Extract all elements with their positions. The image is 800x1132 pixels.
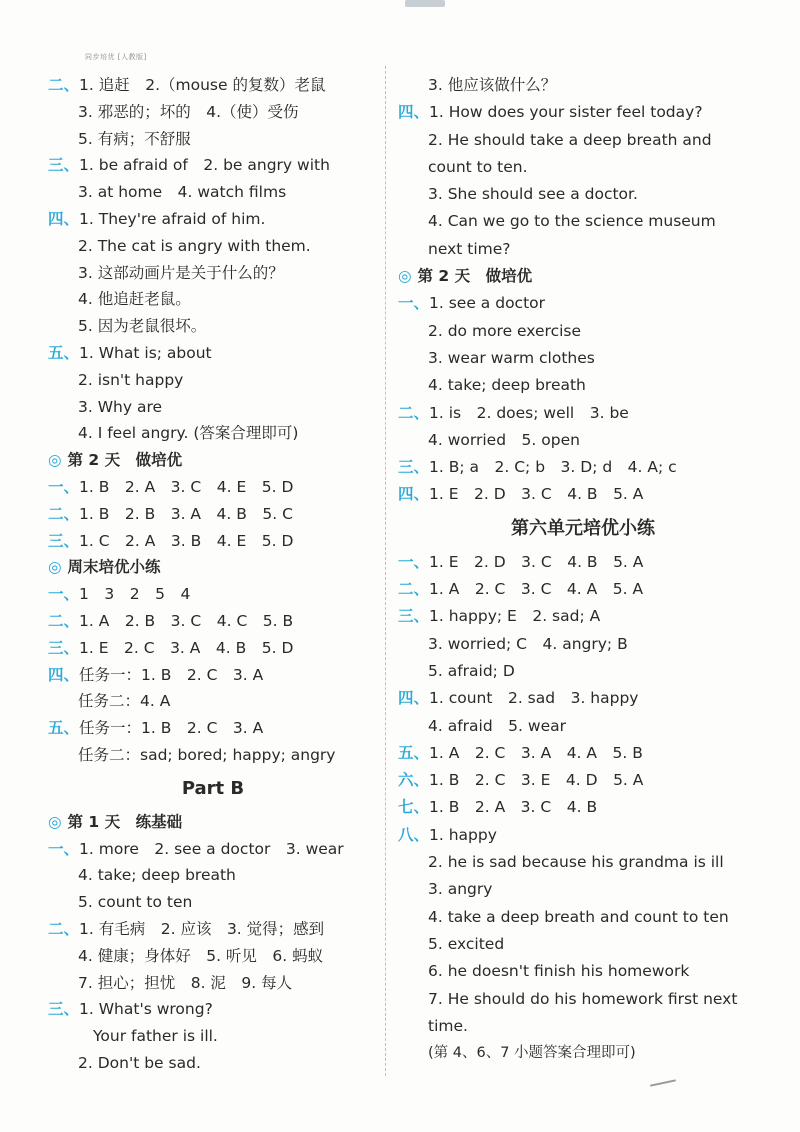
answer-line	[48, 233, 378, 260]
section-title: Part B	[181, 777, 245, 799]
left-column	[48, 72, 378, 1077]
answer-text: 4. 他追赶老鼠。	[78, 290, 191, 309]
answer-line	[48, 742, 378, 769]
top-mark	[405, 0, 445, 7]
answer-line	[48, 715, 378, 742]
answer-line	[398, 318, 768, 345]
answer-text: 5. afraid; D	[428, 661, 515, 680]
answer-line	[398, 631, 768, 658]
answer-line	[398, 740, 768, 767]
answer-text: 1. A 2. C 3. C 4. A 5. A	[429, 580, 644, 599]
answer-line	[398, 154, 768, 181]
answer-text: 7. 担心；担忧 8. 泥 9. 每人	[78, 973, 293, 992]
answer-line	[398, 931, 768, 958]
answer-line	[398, 904, 768, 931]
question-number: 二、	[398, 403, 430, 422]
answer-line	[398, 767, 768, 794]
answer-text: 1. What's wrong?	[79, 1000, 213, 1019]
answer-line	[48, 286, 378, 313]
answer-line	[398, 549, 768, 576]
page-header	[85, 44, 300, 61]
answer-text: 2. he is sad because his grandma is ill	[428, 853, 724, 872]
answer-text: 6. he doesn't finish his homework	[428, 962, 690, 981]
answer-text: 2. isn't happy	[78, 370, 184, 389]
question-number: 四、	[398, 485, 430, 504]
answer-line	[48, 581, 378, 608]
answer-text: 3. wear warm clothes	[428, 348, 595, 367]
answer-line	[48, 1023, 378, 1050]
answer-line	[48, 394, 378, 421]
answer-text: 任务一：1. B 2. C 3. A	[79, 719, 264, 738]
answer-line	[398, 603, 768, 630]
answer-text: next time?	[428, 239, 511, 258]
answer-text: 1. more 2. see a doctor 3. wear	[79, 839, 344, 858]
answer-line	[398, 427, 768, 454]
answer-text: 2. Don't be sad.	[78, 1053, 201, 1072]
question-number: 一、	[48, 477, 80, 496]
question-number: 二、	[48, 919, 80, 938]
answer-line	[48, 916, 378, 943]
question-number: 四、	[48, 209, 80, 228]
answer-line	[48, 501, 378, 528]
answer-text: 1. B 2. C 3. E 4. D 5. A	[429, 771, 644, 790]
answer-line	[48, 126, 378, 153]
question-number: 三、	[398, 458, 430, 477]
answer-text: 1. 有毛病 2. 应该 3. 觉得；感到	[79, 919, 325, 938]
subsection-heading	[48, 447, 378, 474]
answer-text: 1. What is; about	[79, 343, 212, 362]
answer-line	[48, 1050, 378, 1077]
answer-line	[48, 340, 378, 367]
answer-line	[48, 367, 378, 394]
answer-line	[398, 849, 768, 876]
answer-text: Your father is ill.	[93, 1027, 218, 1046]
answer-line	[398, 400, 768, 427]
question-number: 一、	[48, 839, 80, 858]
answer-text: 任务二：4. A	[78, 692, 171, 711]
subsection-label: 第 2 天 做培优	[67, 451, 183, 470]
answer-text: 4. I feel angry. (答案合理即可)	[78, 424, 299, 443]
question-number: 一、	[398, 552, 430, 571]
answer-line	[398, 713, 768, 740]
answer-line	[398, 454, 768, 481]
answer-text: 3. 这部动画片是关于什么的？	[78, 263, 284, 282]
bullseye-icon: ◎	[48, 558, 62, 577]
question-number: 五、	[48, 719, 80, 738]
answer-line	[48, 862, 378, 889]
question-number: 三、	[48, 531, 80, 550]
answer-text: 1. They're afraid of him.	[79, 209, 266, 228]
answer-text: 1. B 2. A 3. C 4. E 5. D	[79, 477, 294, 496]
answer-line	[398, 794, 768, 821]
answer-line	[398, 236, 768, 263]
answer-text: 1. E 2. D 3. C 4. B 5. A	[429, 552, 644, 571]
answer-text: 4. worried 5. open	[428, 430, 580, 449]
answer-text: 3. angry	[428, 880, 493, 899]
answer-text: 1. happy; E 2. sad; A	[429, 607, 601, 626]
question-number: 二、	[48, 611, 80, 630]
answer-text: 4. 健康；身体好 5. 听见 6. 蚂蚁	[78, 946, 324, 965]
answer-line	[398, 876, 768, 903]
answer-line	[398, 127, 768, 154]
answer-line	[48, 608, 378, 635]
answer-text: 4. take; deep breath	[78, 866, 236, 885]
subsection-label: 第 1 天 练基础	[67, 812, 183, 831]
question-number: 三、	[48, 156, 80, 175]
bullseye-icon: ◎	[48, 451, 62, 470]
answer-line	[398, 345, 768, 372]
bullseye-icon: ◎	[398, 267, 412, 286]
answer-line	[48, 635, 378, 662]
answer-text: 任务一：1. B 2. C 3. A	[79, 665, 264, 684]
answer-line	[398, 685, 768, 712]
question-number: 六、	[398, 771, 430, 790]
question-number: 二、	[48, 76, 80, 94]
answer-text: 1. be afraid of 2. be angry with	[79, 156, 330, 175]
subsection-heading	[398, 263, 768, 290]
answer-text: 1. A 2. C 3. A 4. A 5. B	[429, 743, 643, 762]
answer-line	[398, 658, 768, 685]
answer-line	[48, 943, 378, 970]
answer-line	[48, 996, 378, 1023]
answer-line	[398, 822, 768, 849]
answer-text: 3. worried; C 4. angry; B	[428, 634, 628, 653]
answer-text: 3. Why are	[78, 397, 163, 416]
subsection-heading	[48, 554, 378, 581]
answer-line	[48, 662, 378, 689]
answer-line	[48, 206, 378, 233]
answer-text: 7. He should do his homework first next	[428, 989, 738, 1008]
answer-line	[48, 889, 378, 916]
answer-text: 3. at home 4. watch films	[78, 183, 287, 202]
answer-line	[398, 181, 768, 208]
answer-line	[48, 970, 378, 997]
answer-line	[398, 958, 768, 985]
answer-text: 1. B 2. B 3. A 4. B 5. C	[79, 504, 293, 523]
answer-text: time.	[428, 1016, 468, 1035]
answer-line	[398, 72, 768, 99]
question-number: 二、	[48, 504, 80, 523]
answer-line	[48, 528, 378, 555]
question-number: 五、	[48, 343, 80, 362]
answer-text: 2. He should take a deep breath and	[428, 130, 712, 149]
question-number: 一、	[48, 585, 80, 604]
answer-text: 3. She should see a doctor.	[428, 185, 638, 204]
section-title: 第六单元培优小练	[511, 517, 655, 539]
answer-text: 1. E 2. D 3. C 4. B 5. A	[429, 485, 644, 504]
answer-line	[398, 986, 768, 1013]
answer-line	[398, 576, 768, 603]
pen-mark	[650, 1079, 676, 1086]
answer-line	[398, 290, 768, 317]
answer-text: 1. is 2. does; well 3. be	[429, 403, 629, 422]
question-number: 四、	[398, 689, 430, 708]
answer-note: (第 4、6、7 小题答案合理即可)	[428, 1045, 636, 1062]
answer-text: count to ten.	[428, 157, 528, 176]
question-number: 八、	[398, 825, 430, 844]
answer-line	[48, 260, 378, 287]
answer-line	[48, 72, 378, 99]
subsection-heading	[48, 809, 378, 836]
answer-text: 3. 他应该做什么？	[428, 76, 557, 94]
answer-line	[398, 1013, 768, 1040]
column-divider	[385, 66, 386, 1076]
question-number: 四、	[398, 103, 430, 122]
answer-text: 1. A 2. B 3. C 4. C 5. B	[79, 611, 294, 630]
answer-text: 4. take; deep breath	[428, 376, 586, 395]
answer-line	[48, 420, 378, 447]
answer-text: 5. 有病；不舒服	[78, 129, 191, 148]
question-number: 五、	[398, 743, 430, 762]
answer-line	[48, 179, 378, 206]
answer-text: 1. How does your sister feel today?	[429, 103, 703, 122]
right-column	[398, 72, 768, 1067]
question-number: 二、	[398, 580, 430, 599]
answer-text: 4. afraid 5. wear	[428, 716, 566, 735]
answer-line	[48, 152, 378, 179]
answer-text: 2. do more exercise	[428, 321, 582, 340]
question-number: 三、	[48, 638, 80, 657]
question-number: 三、	[48, 1000, 80, 1019]
answer-text: 1. B; a 2. C; b 3. D; d 4. A; c	[429, 458, 677, 477]
answer-line	[48, 474, 378, 501]
answer-line	[48, 836, 378, 863]
answer-text: 1. C 2. A 3. B 4. E 5. D	[79, 531, 294, 550]
answer-line	[48, 313, 378, 340]
subsection-label: 第 2 天 做培优	[417, 267, 533, 286]
subsection-label: 周末培优小练	[67, 558, 161, 577]
question-number: 四、	[48, 665, 80, 684]
answer-line	[398, 208, 768, 235]
answer-text: 1. 追赶 2.（mouse 的复数）老鼠	[79, 76, 326, 94]
answer-text: 1. E 2. C 3. A 4. B 5. D	[79, 638, 294, 657]
answer-text: 1. happy	[429, 825, 497, 844]
answer-line	[398, 481, 768, 508]
answer-text: 1. B 2. A 3. C 4. B	[429, 798, 598, 817]
answer-line	[48, 99, 378, 126]
header-text: 同步培优 [人教版]	[85, 53, 147, 61]
answer-text: 1. count 2. sad 3. happy	[429, 689, 639, 708]
answer-text: 5. 因为老鼠很坏。	[78, 317, 207, 336]
question-number: 三、	[398, 607, 430, 626]
answer-line	[48, 688, 378, 715]
answer-text: 5. count to ten	[78, 893, 193, 912]
answer-line	[398, 372, 768, 399]
question-number: 一、	[398, 294, 430, 313]
answer-text: 4. Can we go to the science museum	[428, 212, 716, 231]
answer-text: 1 3 2 5 4	[79, 585, 191, 604]
answer-text: 1. see a doctor	[429, 294, 546, 313]
answer-text: 4. take a deep breath and count to ten	[428, 907, 729, 926]
answer-line	[398, 99, 768, 126]
question-number: 七、	[398, 798, 430, 817]
answer-text: 任务二：sad; bored; happy; angry	[78, 745, 336, 764]
answer-text: 2. The cat is angry with them.	[78, 236, 311, 255]
answer-text: 3. 邪恶的；坏的 4.（使）受伤	[78, 102, 299, 121]
bullseye-icon: ◎	[48, 812, 62, 831]
answer-text: 5. excited	[428, 934, 505, 953]
